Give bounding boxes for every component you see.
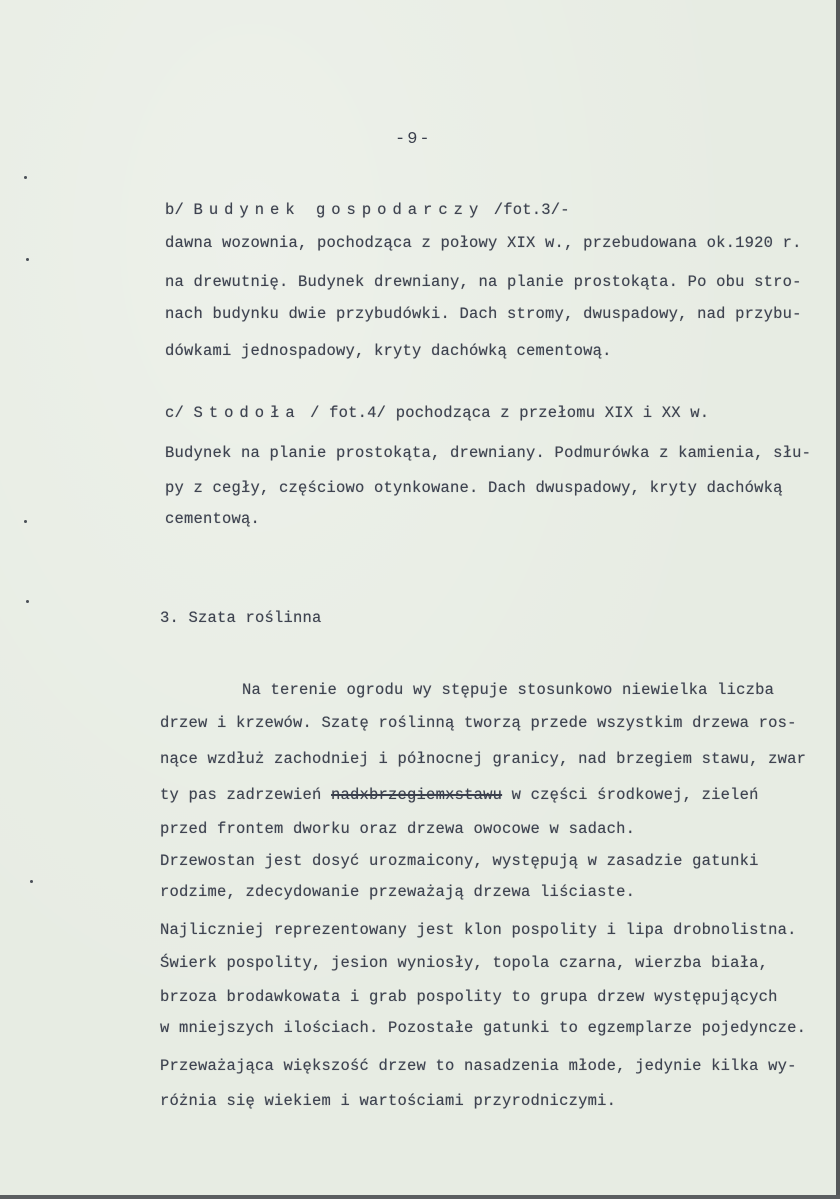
section-3-line-with-strikeout <box>160 785 759 805</box>
page-number: -9- <box>395 130 432 149</box>
section-b-line: dawna wozownia, pochodząca z połowy XIX w., przebudowana ok.1920 r. <box>165 234 802 252</box>
section-c-marker: c/ <box>165 404 185 422</box>
scan-speck <box>30 880 33 883</box>
section-c-ref: / fot.4/ <box>310 404 387 422</box>
section-3-line: nące wzdłuż zachodniej i północnej granicy, nad brzegiem stawu, zwar <box>160 750 807 768</box>
section-c-title: Stodoła <box>193 404 301 422</box>
section-c-heading <box>165 403 709 423</box>
section-3-line: przed frontem dworku oraz drzewa owocowe w sadach. <box>160 820 636 838</box>
section-3-heading: 3. Szata roślinna <box>160 609 322 627</box>
section-3-line: brzoza brodawkowata i grab pospolity to grupa drzew występujących <box>160 988 778 1006</box>
scan-speck <box>26 600 29 603</box>
scan-speck <box>26 258 29 261</box>
section-3-line: Drzewostan jest dosyć urozmaicony, występują w zasadzie gatunki <box>160 852 759 870</box>
section-3-line: w mniejszych ilościach. Pozostałe gatunki to egzemplarze pojedyncze. <box>160 1019 807 1037</box>
section-c-first-line-rest: pochodząca z przełomu XIX i XX w. <box>395 404 710 422</box>
scan-edge-right <box>836 0 840 1199</box>
line-text: ty pas zadrzewień <box>160 786 322 804</box>
section-b-line: na drewutnię. Budynek drewniany, na planie prostokąta. Po obu stro- <box>165 273 802 291</box>
section-3-line: Świerk pospolity, jesion wyniosły, topola czarna, wierzba biała, <box>160 954 769 972</box>
section-3-line: różnia się wiekiem i wartościami przyrodniczymi. <box>160 1092 617 1110</box>
section-3-line: Najliczniej reprezentowany jest klon pospolity i lipa drobnolistna. <box>160 921 797 939</box>
section-b-line: dówkami jednospadowy, kryty dachówką cementową. <box>165 342 612 360</box>
scan-speck <box>24 520 27 523</box>
scan-edge-bottom <box>0 1195 840 1199</box>
scan-speck <box>24 176 27 179</box>
section-b-title: Budynek gospodarczy <box>193 201 485 219</box>
section-c-line: Budynek na planie prostokąta, drewniany. Podmurówka z kamienia, słu- <box>165 444 812 462</box>
section-3-line: Na terenie ogrodu wy stępuje stosunkowo niewielka liczba <box>242 681 775 699</box>
section-c-line: py z cegły, częściowo otynkowane. Dach dwuspadowy, kryty dachówką <box>165 479 783 497</box>
section-3-line: drzew i krzewów. Szatę roślinną tworzą przede wszystkim drzewa ros- <box>160 714 797 732</box>
section-b-line: nach budynku dwie przybudówki. Dach stromy, dwuspadowy, nad przybu- <box>165 305 802 323</box>
section-c-line: cementową. <box>165 510 261 528</box>
section-b-heading <box>165 200 570 220</box>
section-b-marker: b/ <box>165 201 185 219</box>
section-b-ref: /fot.3/- <box>493 201 570 219</box>
section-3-line: rodzime, zdecydowanie przeważają drzewa liściaste. <box>160 883 636 901</box>
section-3-line: Przeważająca większość drzew to nasadzenia młode, jedynie kilka wy- <box>160 1057 797 1075</box>
struck-text: nadxbrzegiemxstawu <box>331 786 503 804</box>
line-text: w części środkowej, zieleń <box>511 786 759 804</box>
